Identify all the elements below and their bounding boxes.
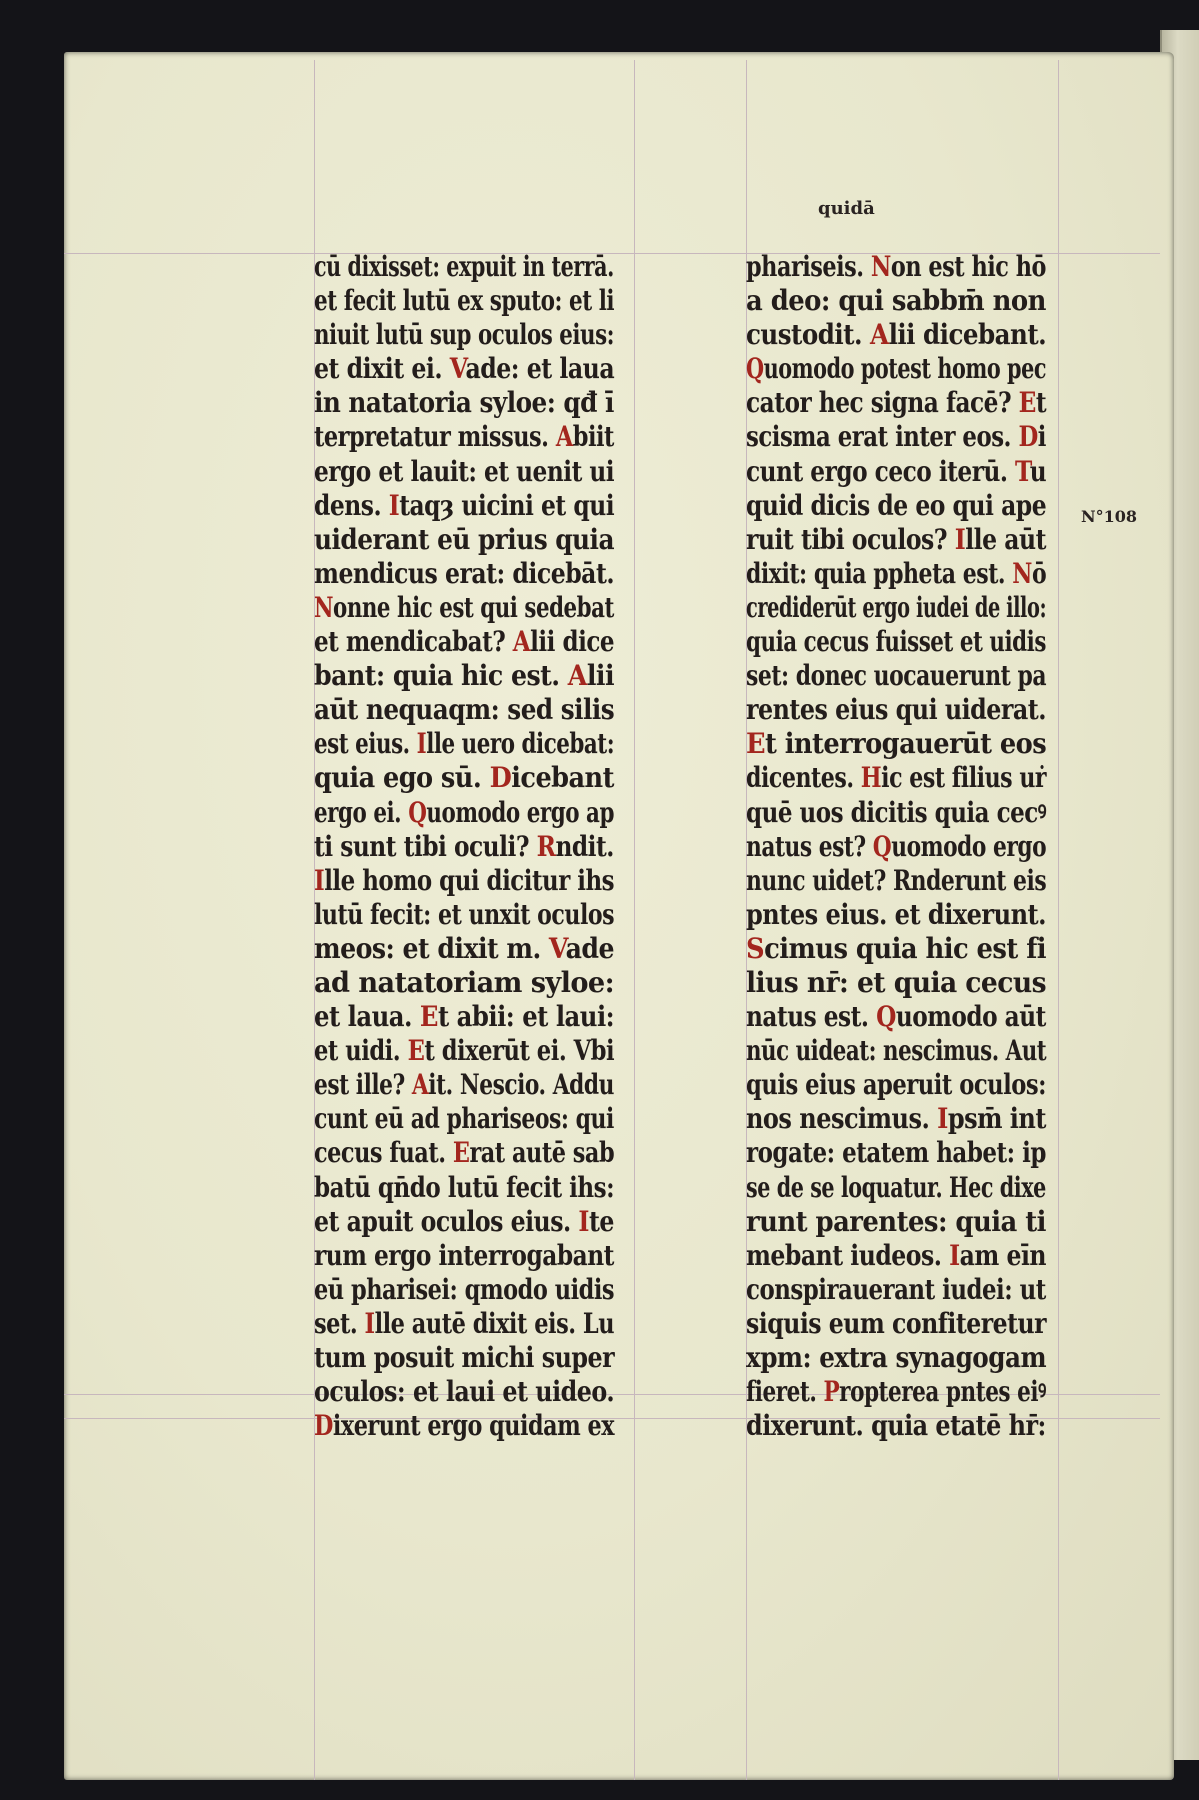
text-line xyxy=(314,965,615,1000)
text-segment: it. Nescio. Addu xyxy=(428,1068,614,1102)
text-segment: terpretatur missus. xyxy=(314,420,556,454)
text-line xyxy=(314,318,615,352)
text-line xyxy=(746,965,1047,1000)
text-line xyxy=(746,488,1047,523)
text-line xyxy=(314,1034,615,1068)
text-line xyxy=(746,420,1046,454)
text-line xyxy=(746,284,1046,318)
text-segment: et laua. xyxy=(314,1000,420,1034)
ruling-line xyxy=(634,60,635,1780)
text-segment: ade: et laua xyxy=(465,352,615,386)
text-segment: dens. xyxy=(314,488,389,522)
text-segment: rum ergo interrogabant xyxy=(314,1238,614,1272)
text-segment: uomodo ergo ap xyxy=(426,795,614,829)
text-segment: custodit. xyxy=(746,318,871,352)
text-segment: dixerunt. quia etatē hr̄: xyxy=(746,1409,1046,1443)
text-segment: cū dixisset: expuit in terrā. xyxy=(314,250,614,283)
text-segment: psm̄ int xyxy=(947,1102,1046,1136)
text-line xyxy=(314,1375,615,1409)
text-segment: in natatoria syloe: qđ ī xyxy=(314,386,614,420)
rubricated-initial: I xyxy=(949,1238,960,1272)
text-line xyxy=(314,556,615,591)
text-segment: lii dice xyxy=(530,625,615,659)
text-line xyxy=(746,1102,1046,1136)
text-line xyxy=(746,1409,1046,1443)
catchword: quidā xyxy=(818,198,875,219)
text-segment: runt parentes: quia ti xyxy=(746,1204,1046,1238)
text-line xyxy=(746,625,1046,659)
text-segment: lutū fecit: et unxit oculos xyxy=(314,897,615,931)
text-line xyxy=(746,352,1047,386)
text-segment: set: donec uocauerunt pa xyxy=(746,659,1047,693)
text-line xyxy=(314,1102,614,1136)
text-segment: xpm: extra synagogam xyxy=(746,1341,1047,1374)
text-line xyxy=(746,1068,1047,1102)
rubricated-initial: I xyxy=(314,863,325,897)
text-column-left xyxy=(314,250,614,1443)
ruling-line xyxy=(1058,60,1059,1780)
text-segment: crediderūt ergo iudei de illo: xyxy=(746,590,1047,624)
text-segment: batū qn̄do lutū fecit ihs: xyxy=(314,1170,615,1204)
text-segment: cecus fuat. xyxy=(314,1136,453,1170)
text-segment: quē uos dicitis quia cecꝰ xyxy=(746,795,1047,829)
rubricated-initial: A xyxy=(512,625,531,659)
text-segment: scisma erat inter eos. xyxy=(746,420,1019,454)
rubricated-initial: A xyxy=(870,318,889,352)
rubricated-initial: V xyxy=(548,931,566,965)
text-segment: biit xyxy=(572,420,614,454)
text-segment: lius nr̄: et quia cecus xyxy=(746,965,1047,999)
text-segment: lii dicebant. xyxy=(888,318,1047,352)
rubricated-initial: N xyxy=(870,250,891,283)
text-segment: oculos: et laui et uideo. xyxy=(314,1375,615,1409)
rubricated-initial: D xyxy=(489,761,512,795)
rubricated-initial: V xyxy=(449,352,466,386)
text-line xyxy=(746,522,1046,557)
rubricated-initial: D xyxy=(1018,420,1038,454)
text-segment: aūt nequaqm: sed silis xyxy=(314,693,615,727)
text-segment: dicentes. xyxy=(746,761,861,795)
text-segment: quis eius aperuit oculos: xyxy=(746,1068,1047,1102)
text-line xyxy=(746,1136,1046,1170)
rubricated-initial: N xyxy=(314,590,334,624)
text-segment: rogate: etatem habet: ip xyxy=(746,1136,1046,1170)
text-segment: meos: et dixit m. xyxy=(314,931,549,965)
text-line xyxy=(746,556,1047,591)
text-segment: et apuit oculos eius. xyxy=(314,1204,579,1238)
text-segment: lle autē dixit eis. Lu xyxy=(374,1306,615,1340)
text-segment: et fecit lutū ex sputo: et li xyxy=(314,284,615,318)
text-line xyxy=(314,420,614,454)
text-line xyxy=(314,897,615,932)
text-line xyxy=(746,727,1047,761)
text-line xyxy=(746,454,1047,489)
rubricated-initial: N xyxy=(1012,556,1032,590)
text-column-right xyxy=(746,250,1046,1443)
text-line xyxy=(746,590,1047,625)
text-segment: u xyxy=(1029,454,1047,488)
text-line xyxy=(746,1000,1046,1034)
text-segment: ergo ei. xyxy=(314,795,409,829)
text-segment: t dixerūt ei. Vbi xyxy=(424,1034,615,1068)
text-line xyxy=(314,590,614,625)
text-line xyxy=(746,693,1047,727)
text-segment: cimus quia hic est fi xyxy=(764,931,1047,965)
text-segment: uomodo ergo xyxy=(891,829,1047,863)
text-segment: ti sunt tibi oculi? xyxy=(314,829,537,863)
rubricated-initial: I xyxy=(416,727,427,761)
rubricated-initial: I xyxy=(937,1102,948,1136)
text-line xyxy=(314,454,615,489)
text-line xyxy=(746,250,1046,284)
rubricated-initial: A xyxy=(555,420,573,454)
text-line xyxy=(746,318,1047,352)
text-segment: lle homo qui dicitur ihs xyxy=(324,863,615,897)
text-line xyxy=(314,1000,615,1034)
rubricated-initial: Q xyxy=(408,795,427,829)
text-segment: ō xyxy=(1031,556,1047,590)
text-segment: icebant xyxy=(511,761,614,795)
text-segment: ad natatoriam syloe: xyxy=(314,965,615,999)
text-line xyxy=(314,1204,614,1239)
rubricated-initial: I xyxy=(364,1306,375,1340)
text-segment: rat autē sab xyxy=(469,1136,615,1170)
text-segment: lii xyxy=(586,659,615,693)
rubricated-initial: Q xyxy=(872,829,892,863)
text-segment: ergo et lauit: et uenit ui xyxy=(314,454,615,488)
text-segment: et dixit ei. xyxy=(314,352,450,386)
rubricated-initial: I xyxy=(578,1204,589,1238)
text-segment: ade xyxy=(565,931,614,965)
rubricated-initial: I xyxy=(954,522,966,556)
rubricated-initial: T xyxy=(1015,454,1030,488)
text-segment: est ille? xyxy=(314,1068,412,1102)
text-segment: pntes eius. et dixerunt. xyxy=(746,897,1046,931)
rubricated-initial: R xyxy=(536,829,556,863)
text-segment: fieret. xyxy=(746,1375,824,1409)
text-line xyxy=(746,1375,1046,1409)
text-line xyxy=(746,897,1046,932)
text-segment: onne hic est qui sedebat xyxy=(333,590,614,624)
text-line xyxy=(746,1306,1047,1341)
text-segment: natus est? xyxy=(746,829,873,863)
text-segment: t interrogauerūt eos xyxy=(765,727,1047,761)
text-line xyxy=(746,1238,1047,1273)
text-segment: quia cecus fuisset et uidis xyxy=(746,625,1046,659)
text-segment: mendicus erat: dicebāt. xyxy=(314,556,615,590)
rubricated-initial: E xyxy=(419,1000,438,1034)
rubricated-initial: E xyxy=(746,727,766,761)
text-line xyxy=(746,931,1047,966)
text-segment: uomodo aūt xyxy=(895,1000,1046,1034)
text-line xyxy=(314,1136,615,1170)
text-segment: natus est. xyxy=(746,1000,877,1034)
text-segment: bant: quia hic est. xyxy=(314,659,568,693)
text-segment: tum posuit michi super xyxy=(314,1341,615,1374)
text-segment: i xyxy=(1037,420,1046,454)
text-line xyxy=(314,761,614,795)
text-line xyxy=(314,488,615,523)
text-line xyxy=(314,829,614,864)
text-segment: uiderant eū prius quia xyxy=(314,522,614,556)
rubricated-initial: A xyxy=(567,659,587,693)
text-segment: a deo: qui sabbm̄ non xyxy=(746,284,1046,318)
text-line xyxy=(314,1068,614,1102)
text-line xyxy=(314,1306,615,1341)
text-line xyxy=(746,659,1047,693)
rubricated-initial: P xyxy=(823,1375,840,1409)
text-segment: et uidi. xyxy=(314,1034,408,1068)
rubricated-initial: E xyxy=(1018,386,1036,420)
rubricated-initial: I xyxy=(388,488,400,522)
text-segment: se de se loquatur. Hec dixe xyxy=(746,1170,1046,1204)
text-segment: eū pharisei: qmodo uidis xyxy=(314,1272,615,1306)
text-segment: ic est filius uṙ xyxy=(881,761,1047,795)
text-segment: et mendicabat? xyxy=(314,625,513,659)
text-segment: cunt eū ad phariseos: qui xyxy=(314,1102,614,1136)
text-line xyxy=(314,693,615,727)
rubricated-initial: D xyxy=(314,1409,333,1443)
text-line xyxy=(314,659,615,693)
text-line xyxy=(746,761,1047,795)
text-segment: rentes eius qui uiderat. xyxy=(746,693,1047,727)
text-segment: siquis eum confiteretur xyxy=(746,1306,1047,1340)
text-line xyxy=(314,727,615,761)
text-segment: taqȝ uicini et qui xyxy=(399,488,615,522)
rubricated-initial: E xyxy=(407,1034,425,1068)
text-segment: mebant iudeos. xyxy=(746,1238,950,1272)
text-segment: dixit: quia ppheta est. xyxy=(746,556,1013,590)
text-line xyxy=(746,1170,1046,1205)
text-line xyxy=(746,1272,1046,1307)
marginal-note: N°108 xyxy=(1081,507,1138,526)
text-line xyxy=(314,1409,615,1443)
text-line xyxy=(746,1034,1047,1068)
text-segment: nūc uideat: nescimus. Aut xyxy=(746,1034,1047,1068)
rubricated-initial: E xyxy=(452,1136,470,1170)
text-segment: nunc uidet? Rnderunt eis xyxy=(746,863,1047,897)
text-line xyxy=(746,1204,1046,1239)
text-segment: est eius. xyxy=(314,727,417,761)
text-segment: t abii: et laui: xyxy=(437,1000,615,1034)
text-line xyxy=(314,931,614,966)
text-line xyxy=(314,284,615,318)
text-segment: phariseis. xyxy=(746,250,871,283)
text-line xyxy=(746,386,1047,420)
text-line xyxy=(314,352,615,386)
rubricated-initial: H xyxy=(860,761,882,795)
rubricated-initial: S xyxy=(746,931,765,965)
text-segment: cator hec signa facē? xyxy=(746,386,1019,420)
text-line xyxy=(314,250,614,284)
text-segment: on est hic hō xyxy=(890,250,1046,283)
text-line xyxy=(314,1272,615,1307)
text-segment: am eīn xyxy=(959,1238,1047,1272)
text-line xyxy=(314,795,614,830)
text-segment: niuit lutū sup oculos eius: xyxy=(314,318,615,352)
text-segment: ndit. xyxy=(555,829,614,863)
text-segment: quid dicis de eo qui ape xyxy=(746,488,1047,522)
text-segment: set. xyxy=(314,1306,365,1340)
text-line xyxy=(314,522,614,557)
text-line xyxy=(746,829,1047,864)
text-segment: uomodo potest homo pec xyxy=(763,352,1047,386)
text-segment: cunt ergo ceco iterū. xyxy=(746,454,1016,488)
text-segment: quia ego sū. xyxy=(314,761,490,795)
text-segment: ruit tibi oculos? xyxy=(746,522,955,556)
rubricated-initial: Q xyxy=(876,1000,896,1034)
text-segment: lle uero dicebat: xyxy=(426,727,615,761)
rubricated-initial: Q xyxy=(746,352,764,386)
text-line xyxy=(746,795,1047,830)
text-line xyxy=(314,1170,615,1205)
text-segment: nos nescimus. xyxy=(746,1102,938,1136)
text-line xyxy=(746,1341,1047,1375)
text-segment: conspirauerant iudei: ut xyxy=(746,1272,1046,1306)
rubricated-initial: A xyxy=(411,1068,429,1102)
text-segment: ixerunt ergo quidam ex xyxy=(332,1409,615,1443)
text-line xyxy=(314,1341,615,1375)
text-segment: ropterea pntes eiꝰ xyxy=(839,1375,1046,1409)
text-line xyxy=(314,386,614,420)
text-segment: t xyxy=(1035,386,1047,420)
text-segment: te xyxy=(588,1204,614,1238)
text-line xyxy=(314,625,615,659)
text-line xyxy=(314,863,615,898)
text-line xyxy=(314,1238,614,1273)
text-segment: lle aūt xyxy=(965,522,1046,556)
text-line xyxy=(746,863,1047,898)
